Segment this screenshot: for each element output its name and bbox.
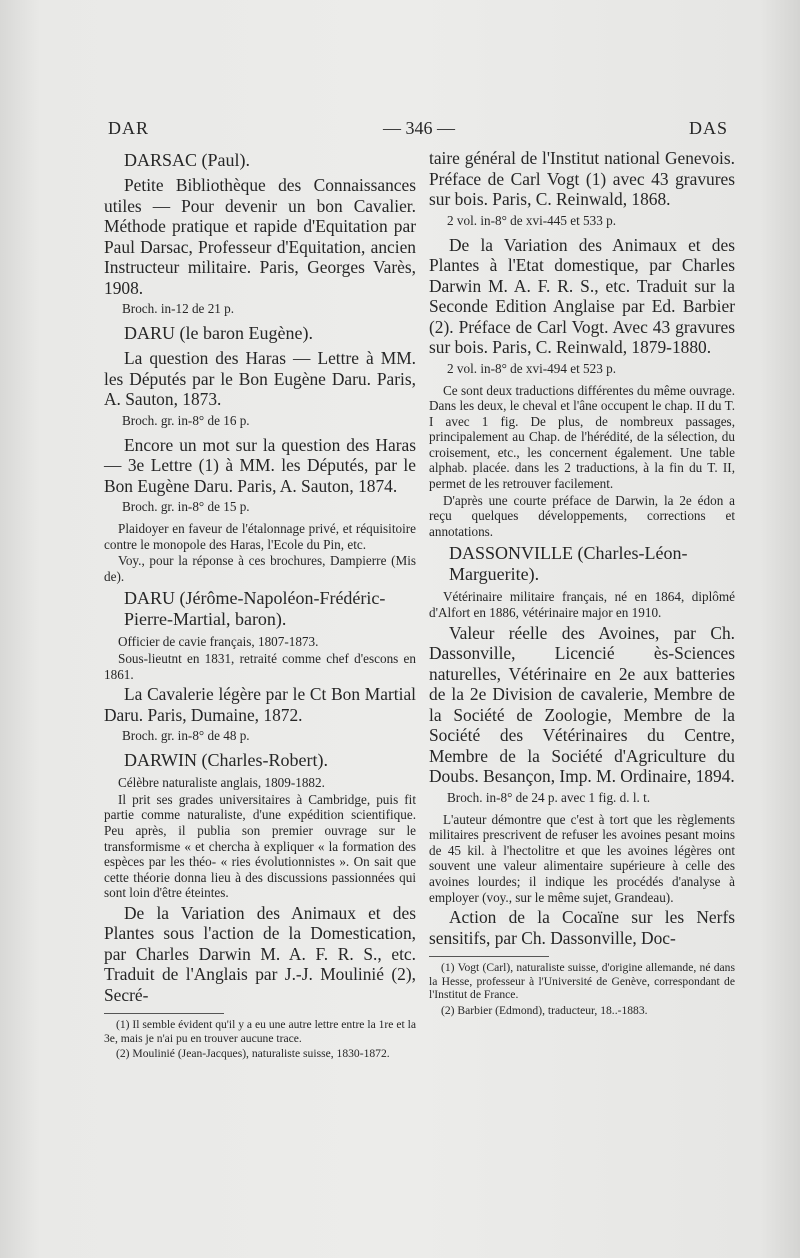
format-line: Broch. in-12 de 21 p.: [122, 301, 235, 316]
biography-note: Vétérinaire militaire français, né en 1864, diplômé d'Alfort en 1886, vétérinaire major en 1910.: [429, 589, 735, 621]
biography-note: Officier de cavie français, 1807-1873.: [118, 634, 319, 650]
biography-note: Célèbre naturaliste anglais, 1809-1882.: [118, 775, 325, 791]
format-line: Broch. gr. in-8° de 15 p.: [122, 499, 250, 514]
format-line: 2 vol. in-8° de xvi-494 et 523 p.: [447, 360, 616, 376]
footnote-rule: [104, 1013, 224, 1014]
note-paragraph: Voy., pour la réponse à ces brochures, Dampierre (Mis de).: [104, 553, 416, 584]
footnote: (1) Vogt (Carl), naturaliste suisse, d'origine allemande, né dans la Hesse, professeur à l'Université de Genève, correspondant de l'Institut de France.: [429, 961, 735, 1002]
note-paragraph: Ce sont deux traductions différentes du même ouvrage. Dans les deux, le cheval et l'âne occupent le chap. II du T. I avec 1 fig. De plus, de nombreux passages, principalement au Chap. de l'hérédité, de la sélection, du croisement, etc., les concernent également. Une table alphab. placée. dans les 2 traductions, à la fin du T. II, permet de les retrouver facilement.: [429, 382, 735, 492]
title-paragraph: La question des Haras — Lettre à MM. les Députés par le Bon Eugène Daru. Paris, A. Sauton, 1873.: [104, 348, 416, 409]
header-right: DAS: [688, 118, 728, 138]
title-paragraph: Valeur réelle des Avoines, par Ch. Dassonville, Licencié ès-Sciences naturelles, Vétérinaire en 2e aux batteries de la 2e Division de cavalerie, Membre de la Société de Zoologie, Membre de la Société des Vétérinaires du Centre, Membre de la Société d'Agriculture du Doubs. Besançon, Imp. M. Ordinaire, 1894.: [429, 622, 735, 787]
entry-heading: DARWIN (Charles-Robert).: [124, 750, 328, 771]
title-paragraph: Action de la Cocaïne sur les Nerfs sensitifs, par Ch. Dassonville, Doc-: [429, 907, 735, 948]
entry-heading: DASSONVILLE (Charles-Léon-Marguerite).: [449, 543, 688, 585]
format-line: Broch. in-8° de 24 p. avec 1 fig. d. l. t.: [447, 789, 651, 805]
format-line: Broch. gr. in-8° de 16 p.: [122, 412, 250, 428]
title-paragraph: Encore un mot sur la question des Haras — 3e Lettre (1) à MM. les Députés, par le Bon Eugène Daru. Paris, A. Sauton, 1874.: [104, 434, 416, 496]
footnote: (2) Barbier (Edmond), traducteur, 18..-1883.: [441, 1003, 648, 1017]
title-paragraph: De la Variation des Animaux et des Plantes à l'Etat domestique, par Charles Darwin M. A. F. R. S., etc. Traduit sur la Seconde Edition Anglaise par Ed. Barbier (2). Préface de Carl Vogt. Avec 43 gravures sur bois. Paris, C. Reinwald, 1879-1880.: [429, 234, 735, 357]
title-paragraph: taire général de l'Institut national Genevois. Préface de Carl Vogt (1) avec 43 gravures sur bois. Paris, C. Reinwald, 1868.: [429, 148, 735, 209]
footnote: (1) Il semble évident qu'il y a eu une autre lettre entre la 1re et la 3e, mais je n'ai pu en trouver aucune trace.: [104, 1018, 416, 1045]
title-paragraph: De la Variation des Animaux et des Plantes sous l'action de la Domestication, par Charles Darwin M. A. F. R. S., etc. Traduit de l'Anglais par J.-J. Moulinié (2), Secré-: [104, 902, 416, 1005]
footnote: (2) Moulinié (Jean-Jacques), naturaliste suisse, 1830-1872.: [116, 1047, 390, 1061]
footnote-rule: [429, 956, 549, 957]
format-line: Broch. gr. in-8° de 48 p.: [122, 728, 250, 744]
title-paragraph: Petite Bibliothèque des Connaissances utiles — Pour devenir un bon Cavalier. Méthode pratique et rapide d'Equitation par Paul Darsac, Professeur d'Equitation, ancien Instructeur militaire. Paris, Georges Varès, 1908.: [104, 175, 416, 298]
biography-note: Sous-lieutnt en 1831, retraité comme chef d'escons en 1861.: [104, 650, 416, 682]
note-paragraph: D'après une courte préface de Darwin, la 2e édon a reçu quelques développements, corrections et annotations.: [429, 492, 735, 539]
right-column: [429, 146, 735, 1019]
left-column: [104, 146, 416, 1063]
entry-heading: DARU (le baron Eugène).: [124, 323, 313, 343]
note-paragraph: Il prit ses grades universitaires à Cambridge, puis fit partie comme naturaliste, d'une expédition scientifique. Peu après, il publia son premier ouvrage sur le transformisme « et chercha à expliquer « la formation des espèces par les théo- « ries évolutionnistes ». On sait que cette théorie donna lieu à des discussions passionnées qui sont loin d'être éteintes.: [104, 791, 416, 901]
note-paragraph: Plaidoyer en faveur de l'étalonnage privé, et réquisitoire contre le monopole des Haras, l'Ecole du Pin, etc.: [104, 521, 416, 552]
header-left: DAR: [108, 118, 150, 138]
title-paragraph: La Cavalerie légère par le Ct Bon Martial Daru. Paris, Dumaine, 1872.: [104, 684, 416, 725]
note-paragraph: L'auteur démontre que c'est à tort que les règlements militaires prescrivent de refuser les avoines pesant moins de 45 kil. à l'hectolitre et que les avoines légères ont souvent une valeur alimentaire supérieure à celle des avoines lourdes; il indique les procédés d'analyse à employer (voy., sur le même sujet, Grandeau).: [429, 811, 735, 905]
entry-heading: DARSAC (Paul).: [124, 150, 251, 170]
running-header: [108, 118, 728, 144]
format-line: 2 vol. in-8° de xvi-445 et 533 p.: [447, 212, 616, 228]
page-number: — 346 —: [383, 118, 455, 138]
entry-heading: DARU (Jérôme-Napoléon-Frédéric-Pierre-Martial, baron).: [124, 588, 386, 630]
